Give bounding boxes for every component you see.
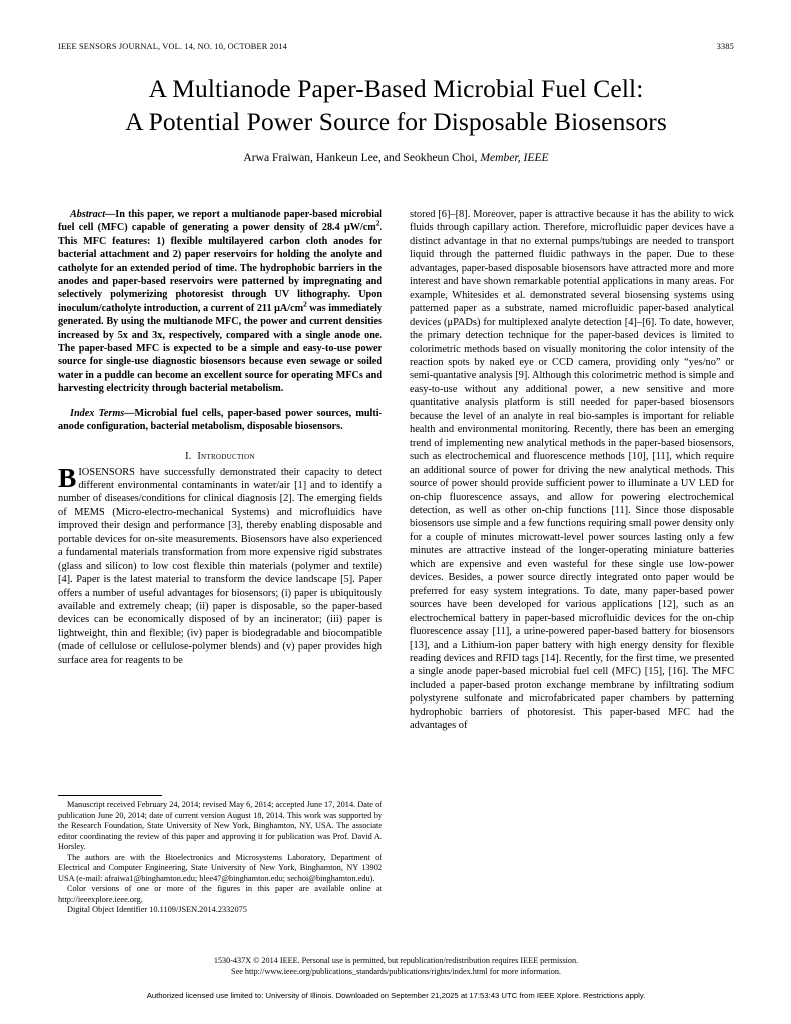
intro-first-words: IOSENSORS xyxy=(78,466,135,478)
title-block xyxy=(58,72,734,166)
footnote-rule xyxy=(58,795,162,796)
page-number: 3385 xyxy=(716,42,734,51)
abstract-text: In this paper, we report a multianode paper-based microbial fuel cell (MFC) capable of generating a power density of 28.4 $\mu W/cm^2$. This MFC features: 1) flexible multilayered carbon cloth anodes for bacterial attachment and 2) paper reservoirs for holding the anolyte and catholyte for an extended period of time. The hydrophobic barriers in the anodes and paper-based reservoirs were patterned by impregnating and selectively polymerizing photoresist through UV lithography. Upon inoculum/catholyte introduction, a current of 211 $\mu A/cm^2$ was immediately generated. By using the multianode MFC, the power and current densities increased by 5x and 3x, respectively, compared with a single anode one. The paper-based MFC is expected to be a simple and easy-to-use power source for single-use diagnostic biosensors because even sewage or soiled water in a puddle can become an excellent source for operating MFCs and harvesting electricity through bacterial metabolism. xyxy=(58,209,383,395)
intro-first-paragraph xyxy=(58,461,382,668)
index-terms-text: Microbial fuel cells, paper-based power sources, multi-anode configuration, bacterial metabolism, disposable biosensors. xyxy=(58,407,382,433)
author-list xyxy=(58,150,734,166)
footnote-color-versions: Color versions of one or more of the figures in this paper are available online at http://ieeexplore.ieee.org. xyxy=(58,884,382,904)
index-terms-label: Index Terms— xyxy=(70,407,135,419)
left-column xyxy=(58,208,382,933)
section-heading-introduction xyxy=(58,451,382,462)
body-columns xyxy=(58,208,734,933)
journal-reference: IEEE SENSORS JOURNAL, VOL. 14, NO. 10, OCTOBER 2014 xyxy=(58,42,287,51)
paper-title-line-1: A Multianode Paper-Based Microbial Fuel Cell: xyxy=(148,74,644,103)
intro-body-text: have successfully demonstrated their capacity to detect different environmental contaminants in water/air [1] and to identify a number of diseases/conditions for clinical diagnosis [2]. The emerging fields of MEMS (Micro-electro-mechanical Systems) and microfluidics have improved their design and performance [3], thereby enabling disposable and portable devices for on-site measurements. Biosensors have also experienced a fundamental materials transformation from more expensive rigid substrates (glass and silicon) to low cost flexible thin materials (polymer and textile) [4]. Paper is the latest material to transform the device landscape [5]. Paper offers a number of useful advantages for biosensors; (i) paper is ubiquitously available and extremely cheap; (ii) paper is disposable, so the paper-based devices can be economically disposed of by an incinerator; (iii) paper is lightweight, thin and flexible; (iv) paper is biodegradable and biocompatible (made of cellulose or cellulose-polymer blends) and (v) paper provides high surface area for reagents to be xyxy=(58,466,382,666)
index-terms-paragraph xyxy=(58,407,382,434)
author-membership: Member, IEEE xyxy=(480,151,549,164)
paper-title-line-2: A Potential Power Source for Disposable Biosensors xyxy=(125,107,667,136)
page-footer xyxy=(58,955,734,977)
right-column xyxy=(410,208,734,933)
abstract-label: Abstract— xyxy=(70,209,116,220)
right-column-paragraph: stored [6]–[8]. Moreover, paper is attractive because it has the ability to wick fluids through capillary action. Therefore, microfluidic paper devices have a distinct advantage in that no external pumps/tubings are needed to transport liquid through the patterned fluidic pathways in the paper. Due to these advantages, paper-based disposable biosensors have attracted more and more interest and have shown remarkable potential applications in many areas. For example, Whitesides et al. demonstrated several biosensing systems using patterned paper as a substrate, named microfluidic paper-based analytical devices (μPADs) for multiplexed analyte detection [4]–[6]. To date, however, the primary detection technique for the paper-based devices is limited to colorimetric methods based on visually monitoring the color intensity of the reaction spots by naked eye or CCD camera, providing only “yes/no” or semi-quantative analysis [9]. Although this colorimetric method is simple and easy-to-use without any additional power, a new sensitive and more quantitative analysis platform is still needed for paper-based biosensors because the level of an analyte in real bio-samples is important for reliable health and environmental monitoring. Recently, there has been an emerging trend of implementing new analytical methods in the paper-based biosensors, such as electrochemical and fluorescence methods [10], [11], which require an additional source of power for driving the new analytical methods. This source of power should provide sufficient power to illuminate a UV LED for on-chip fluorescence assays, and allow for powering electrochemical detection, as well as other on-chip functions [11]. Since those disposable biosensors use simple and a few functions requiring small power density only for a couple of minutes microwatt-level power sources lasting only a few minutes are attractive instead of the longer-operating miniature batteries which are expensive and even wasteful for these single use low-power devices. Besides, a power source directly integrated onto paper would be preferred for easy system integrations. To date, many paper-based power sources have been developed for various applications [12], such as an electrochemical battery in paper-based microfluidic devices for the on-chip fluorescence assay [11], a urine-powered paper-based battery for biosensors [13], and a Lithium-ion paper battery with high energy density for flexible reading devices and RFID tags [14]. Recently, for the first time, we presented a single anode paper-based microbial fuel cell (MFC) [15], [16]. The MFC included a paper-based proton exchange membrane by infiltrating sodium polystyrene sulfonate and microfabricated paper chambers by patterning hydrophobic barriers of photoresist. This paper-based MFC had the advantages of xyxy=(410,209,734,732)
footer-authorization-notice: Authorized licensed use limited to: University of Illinois. Downloaded on September 21,2025 at 17:53:43 UTC from IEEE Xplore. Restrictions apply. xyxy=(146,991,646,1000)
drop-cap: B xyxy=(58,461,77,493)
footnote-block xyxy=(58,795,382,916)
section-title: Introduction xyxy=(197,450,255,462)
section-number: I. xyxy=(185,450,192,462)
footnote-manuscript-history: Manuscript received February 24, 2014; revised May 6, 2014; accepted June 17, 2014. Date of publication June 20, 2014; date of current version August 18, 2014. This work was supported by the Research Foundation, State University of New York, Binghamton, NY, USA. The associate editor coordinating the review of this paper and approving it for publication was Prof. David A. Horsley. xyxy=(58,800,382,852)
author-names: Arwa Fraiwan, Hankeun Lee, and Seokheun Choi, xyxy=(243,151,481,164)
abstract-paragraph xyxy=(58,208,382,396)
running-head xyxy=(58,42,734,51)
footnote-doi: Digital Object Identifier 10.1109/JSEN.2014.2332075 xyxy=(67,905,247,915)
footnote-author-affiliation: The authors are with the Bioelectronics and Microsystems Laboratory, Department of Electrical and Computer Engineering, State University of New York, Binghamton, NY 13902 USA (e-mail: afraiwa1@binghamton.edu; hlee47@binghamton.edu; sechoi@binghamton.edu). xyxy=(58,852,382,883)
footer-copyright: 1530-437X © 2014 IEEE. Personal use is permitted, but republication/redistribution requires IEEE permission. xyxy=(213,956,579,965)
footer-rights-url: See http://www.ieee.org/publications_standards/publications/rights/index.html for more information. xyxy=(231,967,561,976)
